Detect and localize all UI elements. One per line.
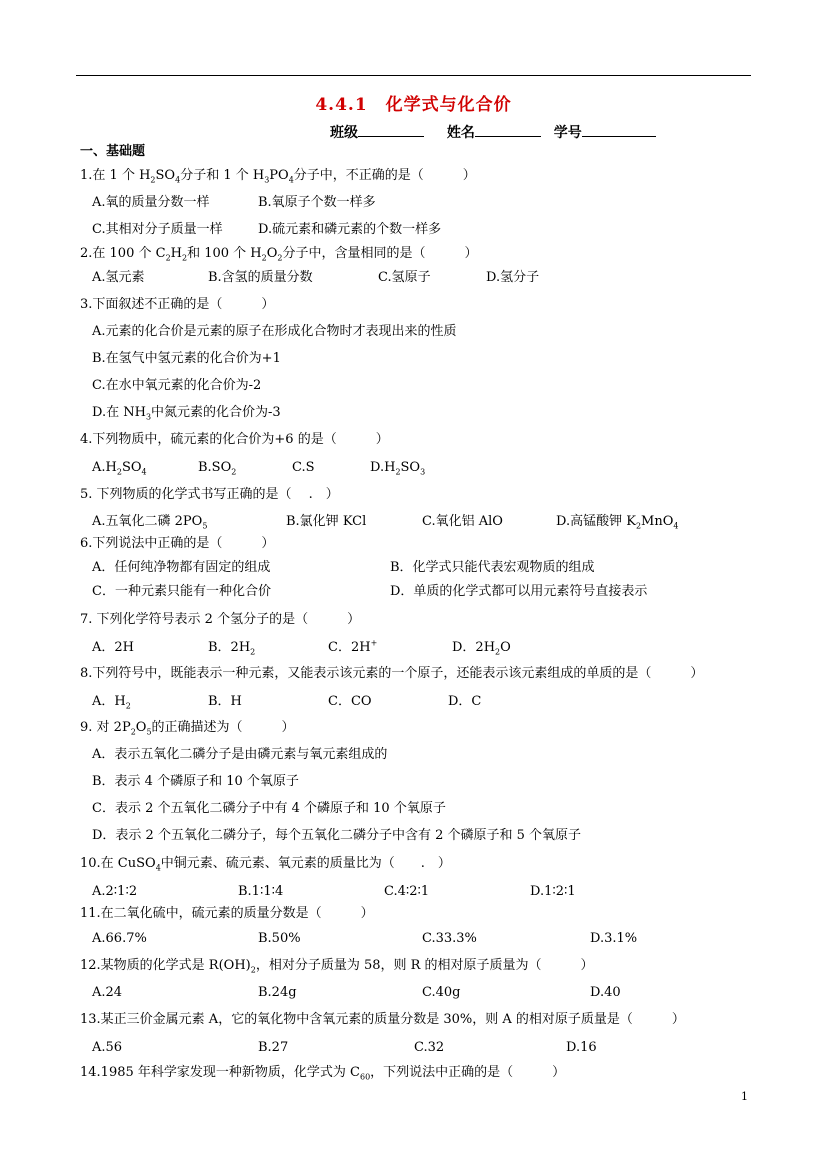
question-13: 13.某正三价金属元素 A，它的氧化物中含氧元素的质量分数是 30%，则 A 的相对原子质量是（ ） — [80, 1012, 685, 1027]
q13-option-b[interactable]: B.27 — [258, 1040, 289, 1055]
q11-option-c[interactable]: C.33.3% — [422, 931, 477, 946]
q9-option-c[interactable]: C．表示 2 个五氧化二磷分子中有 4 个磷原子和 10 个氧原子 — [92, 801, 446, 816]
q8-option-a[interactable]: A．$H_2$ — [92, 694, 131, 711]
question-10: 10.在 CuSO$_4$中铜元素、硫元素、氧元素的质量比为（ . ） — [80, 856, 451, 873]
header-rule — [76, 75, 751, 76]
page-title: 4.4.1 化学式与化合价 — [315, 95, 512, 115]
question-5: 5. 下列物质的化学式书写正确的是（ . ） — [80, 487, 339, 502]
q6-option-d[interactable]: D．单质的化学式都可以用元素符号直接表示 — [390, 584, 648, 599]
question-2: 2.在 100 个 $C_2H_2$和 100 个 $H_2O_2$分子中，含量相同的是（ ） — [80, 246, 478, 263]
q4-option-a[interactable]: $A.H_2SO_4$ — [92, 460, 147, 477]
q13-option-c[interactable]: C.32 — [414, 1040, 445, 1055]
q5-option-a[interactable]: A.五氧化二磷 $2PO_5$ — [92, 514, 208, 531]
q5-option-d[interactable]: D.高锰酸钾 $K_2MnO_4$ — [556, 514, 679, 531]
q1-option-b[interactable]: B.氧原子个数一样多 — [258, 195, 376, 210]
question-7: 7. 下列化学符号表示 2 个氢分子的是（ ） — [80, 612, 361, 627]
q13-option-a[interactable]: A.56 — [92, 1040, 123, 1055]
q3-option-b[interactable]: B.在氢气中氢元素的化合价为+1 — [92, 351, 281, 366]
q9-option-b[interactable]: B．表示 4 个磷原子和 10 个氧原子 — [92, 774, 299, 789]
q9-option-d[interactable]: D．表示 2 个五氧化二磷分子，每个五氧化二磷分子中含有 2 个磷原子和 5 个氧原子 — [92, 828, 582, 843]
q7-option-a[interactable]: A．2H — [92, 640, 134, 655]
question-12: 12.某物质的化学式是 $R(OH)_2$，相对分子质量为 58，则 R 的相对原子质量为（ ） — [80, 958, 594, 975]
q11-option-d[interactable]: D.3.1% — [590, 931, 638, 946]
q10-option-c[interactable]: C.4∶2∶1 — [384, 884, 430, 899]
q13-option-d[interactable]: D.16 — [566, 1040, 597, 1055]
class-label: 班级 — [330, 125, 358, 141]
question-3: 3.下面叙述不正确的是（ ） — [80, 297, 275, 312]
q10-option-d[interactable]: D.1∶2∶1 — [530, 884, 576, 899]
q4-option-b[interactable]: $B.SO_2$ — [198, 460, 237, 477]
q12-option-d[interactable]: D.40 — [590, 985, 621, 1000]
q1-option-c[interactable]: C.其相对分子质量一样 — [92, 222, 223, 237]
q8-option-c[interactable]: C．CO — [328, 694, 372, 709]
q7-option-c[interactable]: C．2H+ — [328, 638, 378, 655]
q8-option-b[interactable]: B．H — [208, 694, 242, 709]
question-8: 8.下列符号中，既能表示一种元素，又能表示该元素的一个原子，还能表示该元素组成的单质的是（ ） — [80, 666, 704, 681]
q10-option-b[interactable]: B.1∶1∶4 — [238, 884, 284, 899]
q4-option-d[interactable]: $D.H_2SO_3$ — [370, 460, 426, 477]
q3-option-a[interactable]: A.元素的化合价是元素的原子在形成化合物时才表现出来的性质 — [92, 324, 457, 339]
q12-option-a[interactable]: A.24 — [92, 985, 123, 1000]
name-label: 姓名 — [446, 125, 475, 141]
q1-option-d[interactable]: D.硫元素和磷元素的个数一样多 — [258, 222, 442, 237]
question-11: 11.在二氧化硫中，硫元素的质量分数是（ ） — [80, 906, 374, 921]
q1-option-a[interactable]: A.氧的质量分数一样 — [92, 195, 210, 210]
name-blank[interactable] — [475, 122, 541, 137]
q7-option-b[interactable]: B．$2H_2$ — [208, 640, 256, 657]
q6-option-c[interactable]: C．一种元素只能有一种化合价 — [92, 584, 271, 599]
q7-option-d[interactable]: D．$2H_2O$ — [452, 640, 511, 657]
q3-option-d[interactable]: D.在 $NH_3$中氮元素的化合价为-3 — [92, 405, 281, 422]
class-blank[interactable] — [358, 122, 424, 137]
page-number: 1 — [741, 1090, 748, 1103]
section-heading: 一、基础题 — [80, 144, 146, 159]
question-4: 4.下列物质中，硫元素的化合价为+6 的是（ ） — [80, 432, 389, 447]
question-9: 9. 对 $2P_2O_5$的正确描述为（ ） — [80, 720, 295, 737]
q2-option-b[interactable]: B.含氢的质量分数 — [208, 270, 313, 285]
q2-option-d[interactable]: D.氢分子 — [486, 270, 540, 285]
q12-option-b[interactable]: B.24g — [258, 985, 297, 1000]
question-1: 1.在 1 个 $H_2SO_4$分子和 1 个 $H_3PO_4$分子中，不正确的是（ ） — [80, 168, 476, 185]
q3-option-c[interactable]: C.在水中氧元素的化合价为-2 — [92, 378, 262, 393]
q8-option-d[interactable]: D．C — [448, 694, 482, 709]
q5-option-b[interactable]: B.氯化钾 KCl — [286, 514, 367, 529]
q10-option-a[interactable]: A.2∶1∶2 — [92, 884, 138, 899]
q11-option-a[interactable]: A.66.7% — [92, 931, 147, 946]
q2-option-c[interactable]: C.氢原子 — [378, 270, 431, 285]
q12-option-c[interactable]: C.40g — [422, 985, 461, 1000]
q6-option-a[interactable]: A．任何纯净物都有固定的组成 — [92, 560, 271, 575]
id-blank[interactable] — [582, 122, 656, 137]
q6-option-b[interactable]: B．化学式只能代表宏观物质的组成 — [390, 560, 595, 575]
question-14: 14.1985 年科学家发现一种新物质，化学式为 $C_{60}$，下列说法中正确的是（ ） — [80, 1065, 566, 1082]
q4-option-c[interactable]: C.S — [292, 460, 315, 475]
question-6: 6.下列说法中正确的是（ ） — [80, 536, 275, 551]
q11-option-b[interactable]: B.50% — [258, 931, 301, 946]
q9-option-a[interactable]: A．表示五氧化二磷分子是由磷元素与氧元素组成的 — [92, 747, 388, 762]
q5-option-c[interactable]: C.氧化铝 AlO — [422, 514, 503, 529]
student-info — [330, 122, 656, 142]
id-label: 学号 — [553, 125, 582, 141]
q2-option-a[interactable]: A.氢元素 — [92, 270, 145, 285]
